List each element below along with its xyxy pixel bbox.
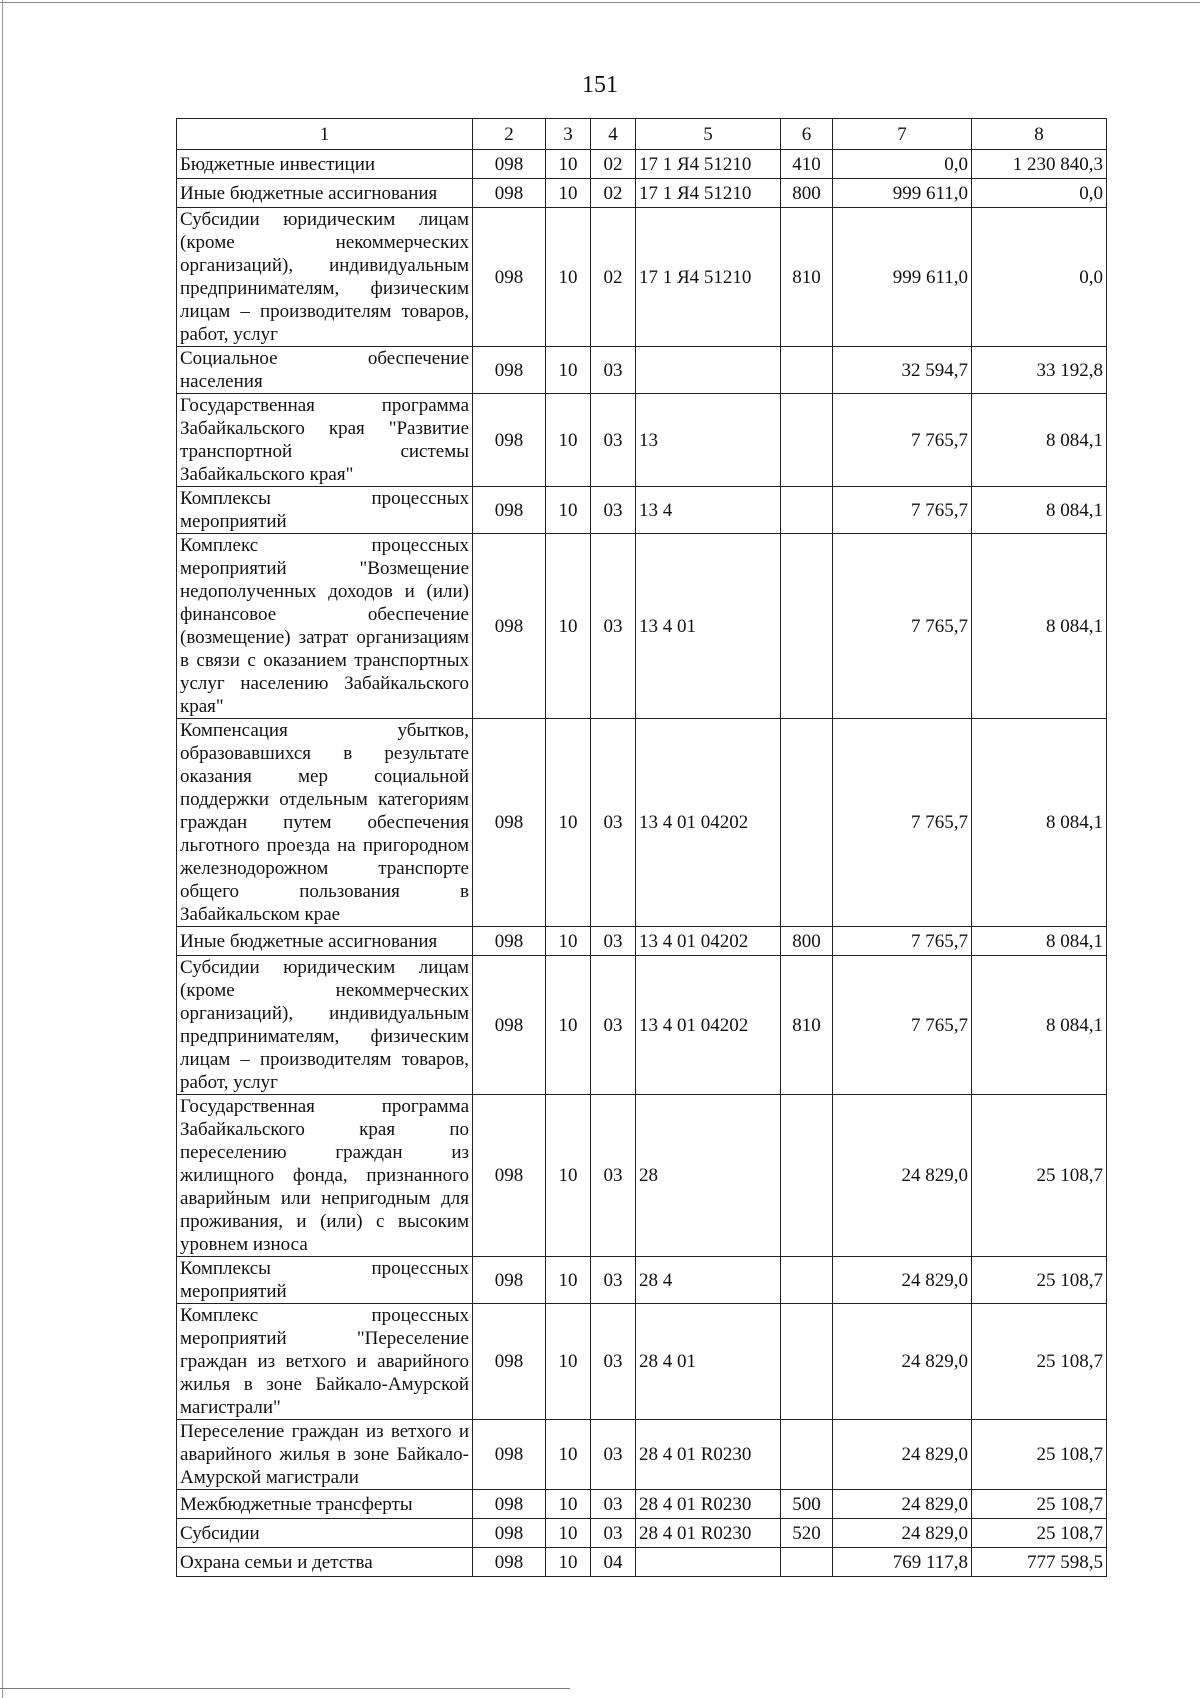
- table-row: [177, 347, 1107, 394]
- column-header: 3: [546, 119, 591, 150]
- target-article-cell: 28 4 01 R0230: [636, 1420, 781, 1490]
- amount-year2-cell: 8 084,1: [972, 956, 1107, 1095]
- expense-type-cell: 800: [781, 927, 833, 956]
- table-row: [177, 1490, 1107, 1519]
- table-row: [177, 394, 1107, 487]
- row-name-cell: Комплексы процессных мероприятий: [177, 487, 473, 534]
- amount-year1-cell: 7 765,7: [833, 534, 972, 719]
- section-cell: 10: [546, 1490, 591, 1519]
- amount-year2-cell: 25 108,7: [972, 1304, 1107, 1420]
- target-article-cell: [636, 347, 781, 394]
- amount-year2-cell: 25 108,7: [972, 1519, 1107, 1548]
- admin-code-cell: 098: [473, 347, 546, 394]
- subsection-cell: 03: [591, 1257, 636, 1304]
- admin-code-cell: 098: [473, 1095, 546, 1257]
- section-cell: 10: [546, 1420, 591, 1490]
- amount-year2-cell: 8 084,1: [972, 394, 1107, 487]
- row-name-cell: Государственная программа Забайкальского края по переселению граждан из жилищного фонда, признанного аварийным или непригодным для проживания, и (или) с высоким уровнем износа: [177, 1095, 473, 1257]
- expense-type-cell: [781, 1548, 833, 1577]
- amount-year1-cell: 32 594,7: [833, 347, 972, 394]
- amount-year1-cell: 24 829,0: [833, 1420, 972, 1490]
- expense-type-cell: 800: [781, 179, 833, 208]
- target-article-cell: 17 1 Я4 51210: [636, 208, 781, 347]
- section-cell: 10: [546, 1095, 591, 1257]
- expense-type-cell: 520: [781, 1519, 833, 1548]
- admin-code-cell: 098: [473, 1420, 546, 1490]
- column-header: 4: [591, 119, 636, 150]
- section-cell: 10: [546, 347, 591, 394]
- admin-code-cell: 098: [473, 150, 546, 179]
- target-article-cell: [636, 1548, 781, 1577]
- admin-code-cell: 098: [473, 1548, 546, 1577]
- section-cell: 10: [546, 1304, 591, 1420]
- subsection-cell: 02: [591, 179, 636, 208]
- target-article-cell: 17 1 Я4 51210: [636, 150, 781, 179]
- section-cell: 10: [546, 394, 591, 487]
- row-name-cell: Бюджетные инвестиции: [177, 150, 473, 179]
- scan-edge-top: [0, 2, 1200, 3]
- column-header: 2: [473, 119, 546, 150]
- section-cell: 10: [546, 1257, 591, 1304]
- subsection-cell: 03: [591, 394, 636, 487]
- row-name-cell: Социальное обеспечение населения: [177, 347, 473, 394]
- table-body: [177, 150, 1107, 1577]
- target-article-cell: 13 4 01 04202: [636, 956, 781, 1095]
- admin-code-cell: 098: [473, 1257, 546, 1304]
- expense-type-cell: 410: [781, 150, 833, 179]
- column-header: 5: [636, 119, 781, 150]
- target-article-cell: 28 4 01: [636, 1304, 781, 1420]
- expense-type-cell: 810: [781, 956, 833, 1095]
- section-cell: 10: [546, 719, 591, 927]
- scan-edge-left: [2, 0, 3, 1698]
- row-name-cell: Субсидии юридическим лицам (кроме некоммерческих организаций), индивидуальным предпринимателям, физическим лицам – производителям товаров, работ, услуг: [177, 208, 473, 347]
- expense-type-cell: [781, 394, 833, 487]
- subsection-cell: 03: [591, 1095, 636, 1257]
- expense-type-cell: [781, 719, 833, 927]
- amount-year1-cell: 7 765,7: [833, 719, 972, 927]
- amount-year2-cell: 8 084,1: [972, 534, 1107, 719]
- column-header: 8: [972, 119, 1107, 150]
- row-name-cell: Охрана семьи и детства: [177, 1548, 473, 1577]
- table-row: [177, 1257, 1107, 1304]
- amount-year2-cell: 0,0: [972, 179, 1107, 208]
- scan-edge-bottom: [0, 1688, 570, 1689]
- subsection-cell: 02: [591, 150, 636, 179]
- expense-type-cell: [781, 1420, 833, 1490]
- amount-year2-cell: 1 230 840,3: [972, 150, 1107, 179]
- amount-year1-cell: 999 611,0: [833, 179, 972, 208]
- section-cell: 10: [546, 956, 591, 1095]
- admin-code-cell: 098: [473, 394, 546, 487]
- target-article-cell: 28 4: [636, 1257, 781, 1304]
- admin-code-cell: 098: [473, 208, 546, 347]
- amount-year2-cell: 33 192,8: [972, 347, 1107, 394]
- amount-year1-cell: 7 765,7: [833, 487, 972, 534]
- section-cell: 10: [546, 487, 591, 534]
- budget-table: [176, 118, 1107, 1577]
- table-row: [177, 927, 1107, 956]
- amount-year1-cell: 769 117,8: [833, 1548, 972, 1577]
- section-cell: 10: [546, 534, 591, 719]
- expense-type-cell: 810: [781, 208, 833, 347]
- expense-type-cell: [781, 347, 833, 394]
- expense-type-cell: [781, 1095, 833, 1257]
- admin-code-cell: 098: [473, 534, 546, 719]
- subsection-cell: 03: [591, 927, 636, 956]
- amount-year2-cell: 25 108,7: [972, 1095, 1107, 1257]
- amount-year1-cell: 999 611,0: [833, 208, 972, 347]
- amount-year1-cell: 7 765,7: [833, 394, 972, 487]
- expense-type-cell: [781, 534, 833, 719]
- section-cell: 10: [546, 179, 591, 208]
- table-row: [177, 1420, 1107, 1490]
- amount-year1-cell: 7 765,7: [833, 927, 972, 956]
- amount-year2-cell: 8 084,1: [972, 719, 1107, 927]
- subsection-cell: 03: [591, 719, 636, 927]
- amount-year2-cell: 25 108,7: [972, 1490, 1107, 1519]
- column-header: 1: [177, 119, 473, 150]
- admin-code-cell: 098: [473, 1304, 546, 1420]
- section-cell: 10: [546, 927, 591, 956]
- expense-type-cell: [781, 487, 833, 534]
- expense-type-cell: [781, 1304, 833, 1420]
- subsection-cell: 03: [591, 1519, 636, 1548]
- admin-code-cell: 098: [473, 1519, 546, 1548]
- amount-year1-cell: 0,0: [833, 150, 972, 179]
- subsection-cell: 03: [591, 347, 636, 394]
- table-row: [177, 487, 1107, 534]
- target-article-cell: 28: [636, 1095, 781, 1257]
- row-name-cell: Иные бюджетные ассигнования: [177, 927, 473, 956]
- column-header: 7: [833, 119, 972, 150]
- section-cell: 10: [546, 208, 591, 347]
- row-name-cell: Комплекс процессных мероприятий "Возмещение недополученных доходов и (или) финансовое обеспечение (возмещение) затрат организациям в связи с оказанием транспортных услуг населению Забайкальского края": [177, 534, 473, 719]
- row-name-cell: Комплекс процессных мероприятий "Переселение граждан из ветхого и аварийного жилья в зоне Байкало-Амурской магистрали": [177, 1304, 473, 1420]
- admin-code-cell: 098: [473, 719, 546, 927]
- row-name-cell: Компенсация убытков, образовавшихся в результате оказания мер социальной поддержки отдельным категориям граждан путем обеспечения льготного проезда на пригородном железнодорожном транспорте общего пользования в Забайкальском крае: [177, 719, 473, 927]
- amount-year1-cell: 24 829,0: [833, 1519, 972, 1548]
- table-row: [177, 1548, 1107, 1577]
- amount-year2-cell: 8 084,1: [972, 487, 1107, 534]
- admin-code-cell: 098: [473, 487, 546, 534]
- amount-year2-cell: 777 598,5: [972, 1548, 1107, 1577]
- subsection-cell: 03: [591, 487, 636, 534]
- row-name-cell: Субсидии: [177, 1519, 473, 1548]
- row-name-cell: Субсидии юридическим лицам (кроме некоммерческих организаций), индивидуальным предпринимателям, физическим лицам – производителям товаров, работ, услуг: [177, 956, 473, 1095]
- amount-year2-cell: 8 084,1: [972, 927, 1107, 956]
- row-name-cell: Переселение граждан из ветхого и аварийного жилья в зоне Байкало-Амурской магистрали: [177, 1420, 473, 1490]
- amount-year2-cell: 25 108,7: [972, 1257, 1107, 1304]
- amount-year2-cell: 0,0: [972, 208, 1107, 347]
- target-article-cell: 28 4 01 R0230: [636, 1519, 781, 1548]
- expense-type-cell: [781, 1257, 833, 1304]
- target-article-cell: 13 4: [636, 487, 781, 534]
- table-row: [177, 1519, 1107, 1548]
- target-article-cell: 13 4 01 04202: [636, 719, 781, 927]
- amount-year1-cell: 24 829,0: [833, 1490, 972, 1519]
- subsection-cell: 03: [591, 1304, 636, 1420]
- table-row: [177, 956, 1107, 1095]
- target-article-cell: 13: [636, 394, 781, 487]
- admin-code-cell: 098: [473, 956, 546, 1095]
- subsection-cell: 03: [591, 956, 636, 1095]
- amount-year1-cell: 24 829,0: [833, 1095, 972, 1257]
- table-row: [177, 179, 1107, 208]
- row-name-cell: Иные бюджетные ассигнования: [177, 179, 473, 208]
- column-header: 6: [781, 119, 833, 150]
- subsection-cell: 03: [591, 1420, 636, 1490]
- amount-year2-cell: 25 108,7: [972, 1420, 1107, 1490]
- target-article-cell: 13 4 01 04202: [636, 927, 781, 956]
- table-row: [177, 1095, 1107, 1257]
- table-row: [177, 1304, 1107, 1420]
- admin-code-cell: 098: [473, 1490, 546, 1519]
- admin-code-cell: 098: [473, 927, 546, 956]
- row-name-cell: Комплексы процессных мероприятий: [177, 1257, 473, 1304]
- subsection-cell: 03: [591, 1490, 636, 1519]
- row-name-cell: Государственная программа Забайкальского края "Развитие транспортной системы Забайкальского края": [177, 394, 473, 487]
- amount-year1-cell: 24 829,0: [833, 1304, 972, 1420]
- section-cell: 10: [546, 1519, 591, 1548]
- subsection-cell: 04: [591, 1548, 636, 1577]
- target-article-cell: 13 4 01: [636, 534, 781, 719]
- admin-code-cell: 098: [473, 179, 546, 208]
- amount-year1-cell: 24 829,0: [833, 1257, 972, 1304]
- page-number: 151: [582, 72, 618, 98]
- target-article-cell: 17 1 Я4 51210: [636, 179, 781, 208]
- expense-type-cell: 500: [781, 1490, 833, 1519]
- column-number-row: [177, 119, 1107, 150]
- table-row: [177, 719, 1107, 927]
- target-article-cell: 28 4 01 R0230: [636, 1490, 781, 1519]
- section-cell: 10: [546, 150, 591, 179]
- amount-year1-cell: 7 765,7: [833, 956, 972, 1095]
- table-row: [177, 208, 1107, 347]
- subsection-cell: 02: [591, 208, 636, 347]
- subsection-cell: 03: [591, 534, 636, 719]
- table-row: [177, 534, 1107, 719]
- row-name-cell: Межбюджетные трансферты: [177, 1490, 473, 1519]
- section-cell: 10: [546, 1548, 591, 1577]
- table-row: [177, 150, 1107, 179]
